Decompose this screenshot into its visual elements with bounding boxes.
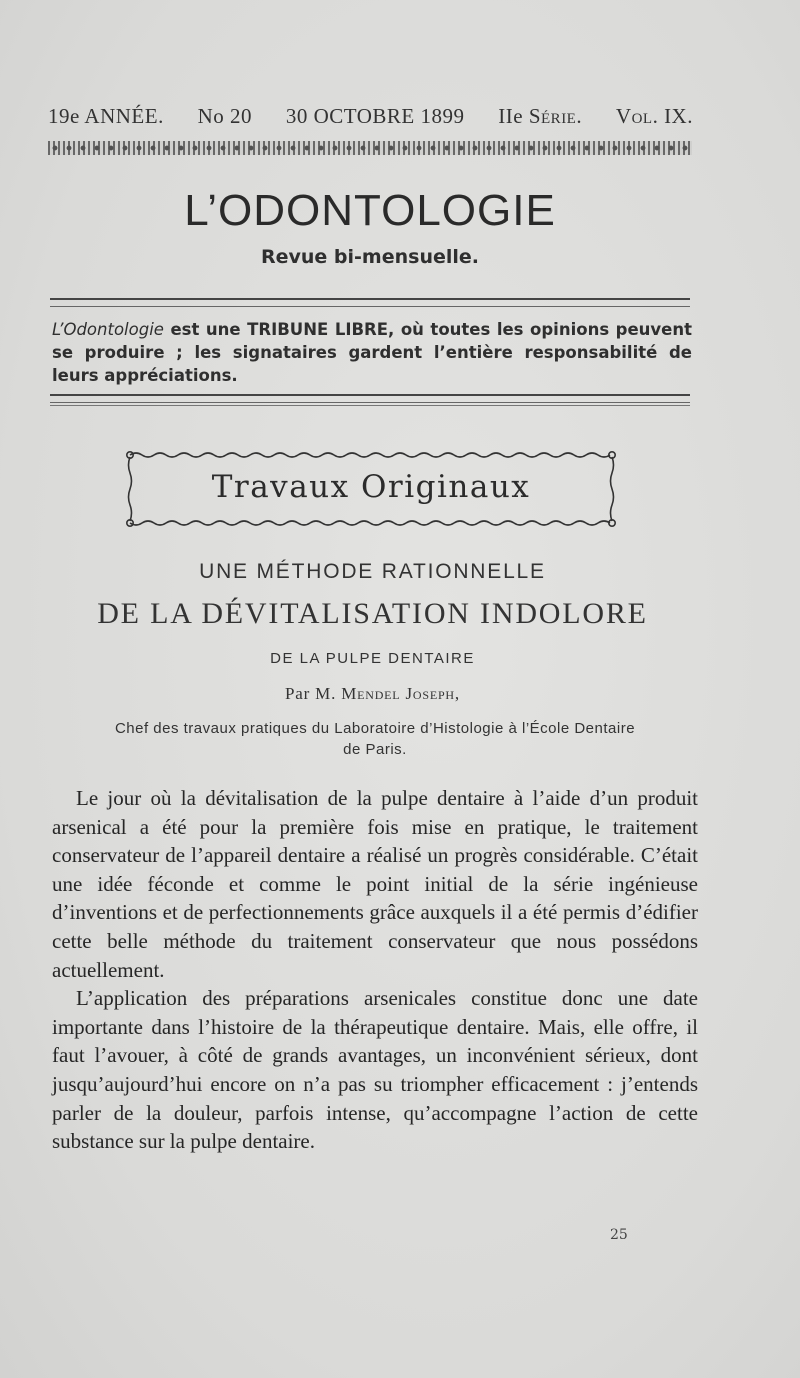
article-title-line2: DE LA DÉVITALISATION INDOLORE — [97, 597, 648, 630]
article-title-line1: UNE MÉTHODE RATIONNELLE — [199, 560, 546, 583]
series: Série. — [528, 104, 583, 128]
issue-date: 30 OCTOBRE 1899 — [285, 104, 465, 128]
top-rule — [50, 298, 690, 307]
byline-prefix: Par M. — [285, 684, 342, 703]
author-affiliation: Chef des travaux pratiques du Laboratoire d’Histologie à l’École Dentaire de Paris. — [114, 720, 636, 758]
volume: Vol. IX. — [615, 104, 693, 128]
disclaimer-text: est une TRIBUNE LIBRE, où toutes les opinions peuvent se produire ; les signataires gardent l’entière responsabilité de leurs appréciations. — [52, 320, 692, 385]
bottom-rule — [50, 394, 690, 403]
journal-subtitle: Revue bi-mensuelle. — [261, 246, 479, 268]
disclaimer-journal-name: L’Odontologie — [52, 320, 164, 339]
issue-number: No 20 — [197, 104, 253, 128]
article-body — [52, 784, 698, 1156]
section-title: Travaux Originaux — [211, 469, 531, 505]
bottom-rule-thin — [50, 405, 690, 406]
author-name: Mendel Joseph, — [341, 684, 460, 703]
paragraph: Le jour où la dévitalisation de la pulpe dentaire à l’aide d’un produit arsenical a été pour la première fois mise en pratique, le traitement conservateur de l’appareil dentaire a réalisé un progrès considérable. C’était une idée féconde et comme le point initial de la série ingénieuse d’inventions et de perfectionnements grâce auxquels il a été permis d’édifier cette belle méthode du traitement conservateur que nous possédons actuellement. — [52, 786, 698, 982]
series-info — [498, 104, 582, 129]
series-prefix: IIe — [498, 104, 529, 128]
section-banner — [124, 447, 618, 529]
journal-title: L’ODONTOLOGIE — [184, 186, 556, 235]
article-title-line3: DE LA PULPE DENTAIRE — [270, 650, 475, 667]
ornamental-border — [48, 141, 692, 155]
issue-year: 19e ANNÉE. — [48, 104, 164, 128]
paragraph: L’application des préparations arsenicales constitue donc une date importante dans l’histoire de la thérapeutique dentaire. Mais, elle offre, il faut l’avouer, à côté de grands avantages, un inconvénient sérieux, dont jusqu’aujourd’hui encore on n’a pas su triompher efficacement : j’entends parler de la douleur, parfois intense, qu’accompagne l’action de cette substance sur la pulpe dentaire. — [52, 986, 698, 1154]
byline — [0, 684, 745, 704]
editorial-disclaimer — [52, 318, 692, 387]
page-number: 25 — [610, 1227, 628, 1243]
running-header — [48, 104, 693, 129]
